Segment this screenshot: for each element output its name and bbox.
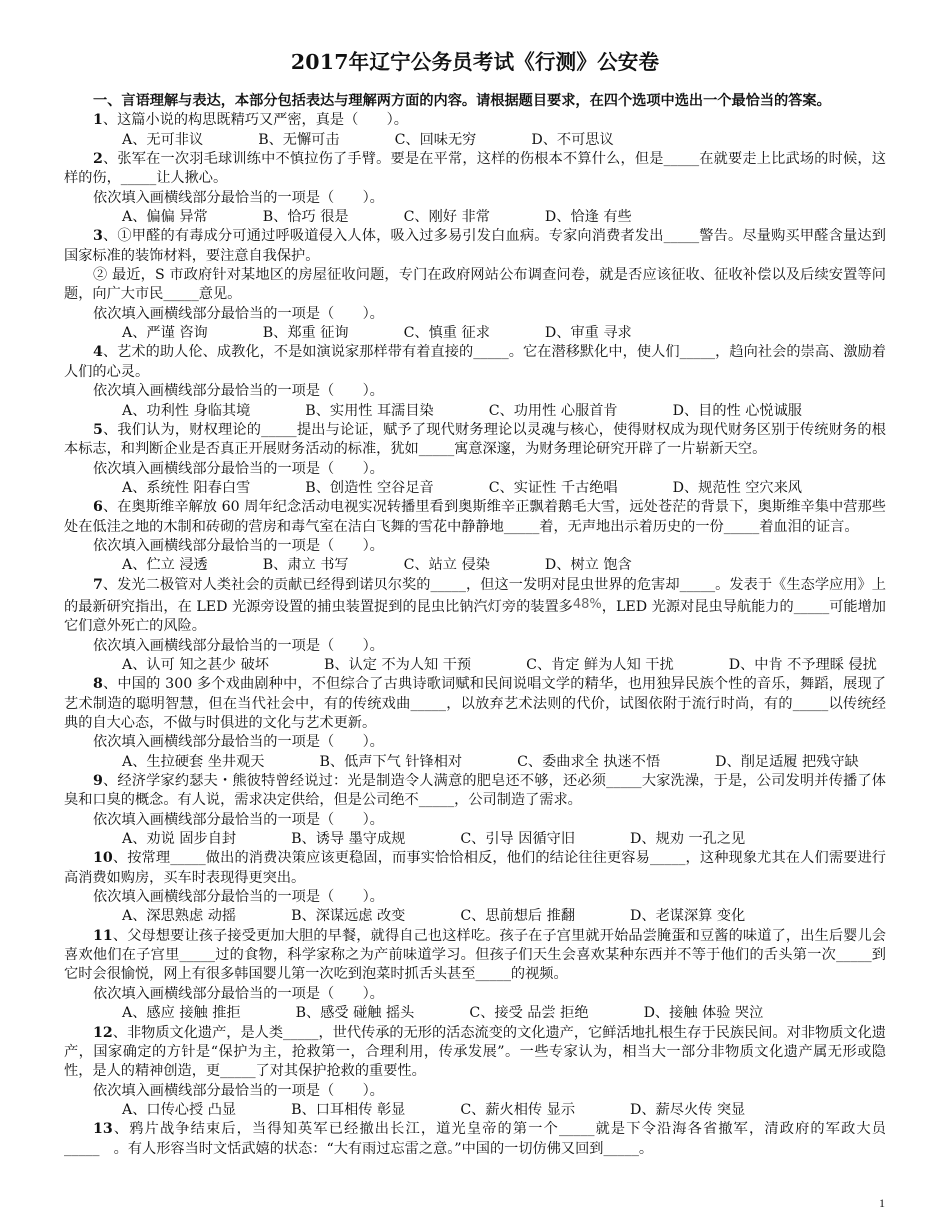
question-number: 11 (93, 927, 113, 944)
question-number: 10 (93, 850, 113, 867)
question-stem (64, 150, 886, 189)
fill-in-prompt: 依次填入画横线部分最恰当的一项是（ ）。 (93, 1082, 384, 1099)
answer-option[interactable]: C、接受 品尝 拒绝 (469, 1005, 589, 1022)
question-number: 1 (93, 112, 103, 129)
question-stem-continued: ② 最近，S 市政府针对某地区的房屋征收问题，专门在政府网站公布调查问卷，就是否应该征收、征收补偿以及后续安置等问题，向广大市民_____意见。 (64, 267, 886, 303)
answer-option[interactable]: A、劝说 固步自封 (122, 831, 237, 848)
answer-options (64, 324, 886, 343)
answer-option[interactable]: C、实证性 千古绝唱 (488, 479, 618, 496)
answer-options (64, 656, 886, 675)
fill-in-prompt: 依次填入画横线部分最恰当的一项是（ ）。 (93, 734, 384, 751)
fill-in-prompt: 依次填入画横线部分最恰当的一项是（ ）。 (93, 811, 384, 828)
answer-options (64, 753, 886, 772)
answer-option[interactable]: D、薪尽火传 突显 (630, 1101, 746, 1118)
question-text: 、经济学家约瑟夫・熊彼特曾经说过：光是制造令人满意的肥皂还不够，还必须_____大家洗澡，于是，公司发明并传播了体臭和口臭的概念。有人说，需求决定供给，但是公司绝不_____，公司制造了需求。 (64, 773, 886, 809)
question-stem (64, 927, 886, 985)
question-text: 、按常理_____做出的消费决策应该更稳固，而事实恰恰相反，他们的结论往往更容易_____，这种现象尤其在人们需要进行高消费如购房，买车时表现得更突出。 (64, 850, 886, 886)
answer-options (64, 556, 886, 575)
answer-option[interactable]: D、规劝 一孔之见 (630, 831, 746, 848)
fill-in-prompt: 依次填入画横线部分最恰当的一项是（ ）。 (93, 189, 384, 206)
answer-options (64, 830, 886, 849)
question-text: ，LED 光源对昆虫导航能力的_____可能增加它们意外死亡的风险。 (64, 598, 886, 635)
answer-option[interactable]: D、老谋深算 变化 (630, 908, 746, 925)
answer-option[interactable]: D、不可思议 (531, 131, 614, 148)
answer-option[interactable]: A、偏偏 异常 (122, 209, 208, 226)
answer-option[interactable]: C、薪火相传 显示 (460, 1101, 576, 1118)
question-stem (64, 227, 886, 266)
question-stem (64, 576, 886, 637)
question-number: 6 (93, 499, 103, 516)
answer-option[interactable]: D、审重 寻求 (544, 325, 632, 342)
section-heading: 一、言语理解与表达，本部分包括表达与理解两方面的内容。请根据题目要求，在四个选项中选出一个最恰当的答案。 (93, 93, 831, 109)
answer-option[interactable]: B、实用性 耳濡目染 (305, 402, 434, 419)
question-list (64, 111, 886, 1159)
question-stem (64, 1024, 886, 1082)
answer-option[interactable]: D、接触 体验 哭泣 (643, 1005, 764, 1022)
answer-option[interactable]: B、认定 不为人知 干预 (323, 656, 472, 673)
answer-options (64, 208, 886, 227)
question-stem (64, 421, 886, 460)
answer-option[interactable]: A、伫立 浸透 (122, 557, 208, 574)
answer-option[interactable]: A、无可非议 (122, 131, 204, 148)
answer-option[interactable]: C、引导 因循守旧 (460, 831, 576, 848)
question-number: 8 (93, 676, 103, 693)
answer-option[interactable]: A、系统性 阳春白雪 (122, 479, 251, 496)
answer-option[interactable]: B、诱导 墨守成规 (291, 831, 406, 848)
answer-option[interactable]: D、恰逢 有些 (544, 209, 632, 226)
question-stem (64, 675, 886, 733)
answer-option[interactable]: B、肃立 书写 (262, 557, 349, 574)
answer-option[interactable]: B、口耳相传 彰显 (291, 1101, 406, 1118)
answer-option[interactable]: B、深谋远虑 改变 (291, 908, 406, 925)
answer-option[interactable]: D、规范性 空穴来风 (672, 479, 802, 496)
answer-option[interactable]: C、肯定 鲜为人知 干扰 (526, 656, 674, 673)
answer-options (64, 1101, 886, 1120)
question-stem (64, 1120, 886, 1159)
fill-in-prompt: 依次填入画横线部分最恰当的一项是（ ）。 (93, 305, 384, 322)
answer-options (64, 402, 886, 421)
question-number: 3 (93, 228, 103, 245)
answer-option[interactable]: C、站立 侵染 (403, 557, 490, 574)
question-text: 、我们认为，财权理论的_____提出与论证，赋予了现代财务理论以灵魂与核心，使得财权成为现代财务区别于传统财务的根本标志，和判断企业是否真正开展财务活动的标准，犹如_____寓意深邃，为财务理论研究开辟了一片崭新天空。 (64, 421, 886, 458)
question-number: 13 (93, 1121, 113, 1138)
answer-option[interactable]: B、郑重 征询 (262, 325, 349, 342)
answer-option[interactable]: A、口传心授 凸显 (122, 1101, 237, 1118)
document-body (64, 92, 886, 1159)
question-number: 12 (93, 1024, 113, 1041)
answer-option[interactable]: A、认可 知之甚少 破坏 (122, 656, 269, 673)
question-text: 、①甲醛的有毒成分可通过呼吸道侵入人体，吸入过多易引发白血病。专家向消费者发出_____警告。尽量购买甲醛含量达到国家标准的装饰材料，要注意自我保护。 (64, 228, 886, 264)
question-text: 、艺术的助人伦、成教化，不是如演说家那样带有着直接的_____。它在潜移默化中，使人们_____，趋向社会的崇高、激励着人们的心灵。 (64, 344, 886, 380)
answer-option[interactable]: C、慎重 征求 (403, 325, 490, 342)
answer-option[interactable]: A、生拉硬套 坐井观天 (122, 753, 265, 770)
question-text: 、中国的 300 多个戏曲剧种中，不但综合了古典诗歌词赋和民间说唱文学的精华，也用独异民族个性的音乐，舞蹈，展现了艺术制造的聪明智慧，但在当代社会中，有的传统戏曲_____，以放弃艺术法则的代价，试图依附于流行时尚，有的_____以传统经典的自大心态，不做与时俱进的文化与艺术更新。 (64, 676, 886, 731)
answer-option[interactable]: B、无懈可击 (258, 131, 340, 148)
question-stem (64, 772, 886, 811)
question-number: 5 (93, 421, 103, 438)
answer-option[interactable]: B、创造性 空谷足音 (305, 479, 434, 496)
question-number: 9 (93, 773, 103, 790)
answer-option[interactable]: C、功用性 心服首肯 (488, 402, 618, 419)
answer-option[interactable]: C、委曲求全 执迷不悟 (517, 753, 661, 770)
question-text: 、在奥斯维辛解放 60 周年纪念活动电视实况转播里看到奥斯维辛正飘着鹅毛大雪，远处苍茫的背景下，奥斯维辛集中营那些处在低洼之地的木制和砖砌的营房和毒气室在洁白飞舞的雪花中静静地_____着，无声地出示着历史的一份_____着血泪的证言。 (64, 499, 886, 535)
answer-option[interactable]: A、感应 接触 推拒 (122, 1005, 241, 1022)
answer-option[interactable]: B、感受 碰触 摇头 (295, 1005, 415, 1022)
answer-option[interactable]: A、功利性 身临其境 (122, 402, 251, 419)
fill-in-prompt: 依次填入画横线部分最恰当的一项是（ ）。 (93, 637, 384, 654)
fill-in-prompt: 依次填入画横线部分最恰当的一项是（ ）。 (93, 383, 384, 400)
page-title: 2017年辽宁公务员考试《行测》公安卷 (290, 50, 660, 74)
question-text: 、发光二极管对人类社会的贡献已经得到诺贝尔奖的_____，但这一发明对昆虫世界的危害却_____。发表于《生态学应用》上的最新研究指出，在 LED 光源旁设置的捕虫装置捉到的昆虫比钠汽灯旁的装置多 (64, 576, 886, 615)
answer-options (64, 1004, 886, 1023)
answer-option[interactable]: D、削足适履 把残守缺 (715, 753, 859, 770)
question-stem (64, 498, 886, 537)
question-text: 、鸦片战争结束后，当得知英军已经撤出长江，道光皇帝的第一个_____就是下令沿海各省撤军，清政府的军政大员_____ 。有人形容当时文恬武嬉的状态：“大有雨过忘雷之意。”中国的一切仿佛又回到_____。 (64, 1121, 886, 1157)
percent-figure: 48% (572, 596, 602, 612)
question-text: 、张军在一次羽毛球训练中不慎拉伤了手臂。要是在平常，这样的伤根本不算什么，但是_____在就要走上比武场的时候，这样的伤，_____让人揪心。 (64, 151, 886, 187)
question-number: 7 (93, 576, 103, 593)
question-text: 、父母想要让孩子接受更加大胆的早餐，就得自己也这样吃。孩子在子宫里就开始品尝腌蛋和豆酱的味道了，出生后婴儿会喜欢他们在子宫里_____过的食物，科学家称之为产前味道学习。但孩子们天生会喜欢某种东西并不等于他们的舌头第一次_____到它时会很愉悦，网上有很多韩国婴儿第一次吃到泡菜时抓舌头甚至_____的视频。 (64, 927, 886, 983)
answer-option[interactable]: D、目的性 心悦诚服 (672, 402, 802, 419)
question-text: 、这篇小说的构思既精巧又严密，真是（ ）。 (102, 112, 408, 129)
answer-options (64, 131, 886, 150)
answer-options (64, 479, 886, 498)
page-number: 1 (879, 1196, 885, 1210)
fill-in-prompt: 依次填入画横线部分最恰当的一项是（ ）。 (93, 985, 384, 1002)
answer-option[interactable]: C、回味无穷 (394, 131, 477, 148)
fill-in-prompt: 依次填入画横线部分最恰当的一项是（ ）。 (93, 460, 384, 477)
answer-options (64, 907, 886, 926)
answer-option[interactable]: D、中肯 不予理睬 侵扰 (728, 656, 877, 673)
answer-option[interactable]: C、刚好 非常 (403, 209, 490, 226)
question-number: 2 (93, 151, 103, 168)
answer-option[interactable]: B、低声下气 针锋相对 (319, 753, 463, 770)
question-stem (64, 343, 886, 382)
answer-option[interactable]: A、严谨 咨询 (122, 325, 208, 342)
answer-option[interactable]: C、思前想后 推翻 (460, 908, 576, 925)
answer-option[interactable]: B、恰巧 很是 (262, 209, 349, 226)
question-text: 、非物质文化遗产，是人类_____，世代传承的无形的活态流变的文化遗产，它鲜活地扎根生存于民族民间。对非物质文化遗产，国家确定的方针是“保护为主，抢救第一，合理利用，传承发展”。一些专家认为，相当大一部分非物质文化遗产属无形或隐性，是人的精神创造，更_____了对其保护抢救的重要性。 (64, 1024, 886, 1080)
question-stem (64, 111, 886, 130)
answer-option[interactable]: A、深思熟虑 动摇 (122, 908, 237, 925)
question-stem (64, 849, 886, 888)
question-number: 4 (93, 344, 103, 361)
fill-in-prompt: 依次填入画横线部分最恰当的一项是（ ）。 (93, 537, 384, 554)
answer-option[interactable]: D、树立 饱含 (544, 557, 632, 574)
fill-in-prompt: 依次填入画横线部分最恰当的一项是（ ）。 (93, 889, 384, 906)
